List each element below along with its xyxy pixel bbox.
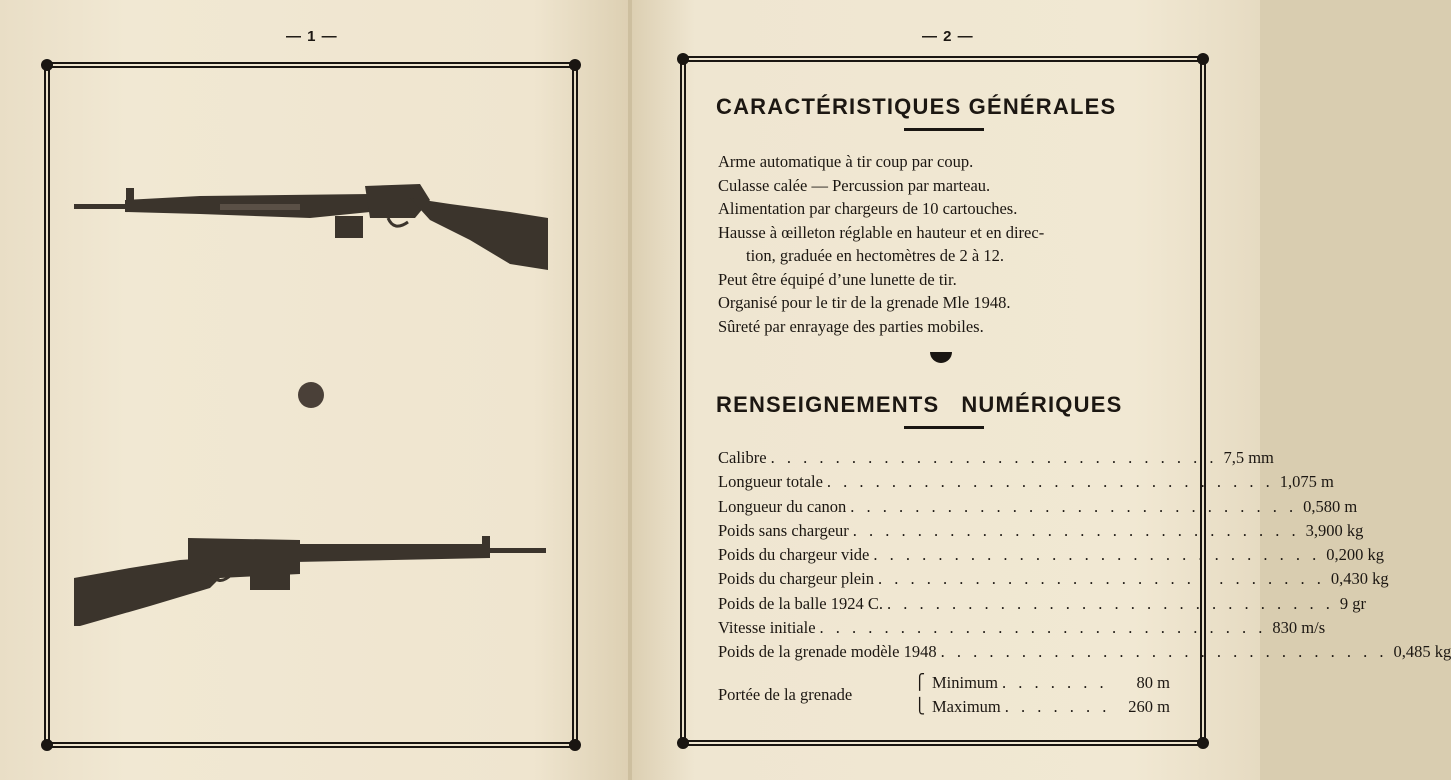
rifle-photo-right-side	[70, 534, 552, 630]
range-min-row	[932, 673, 1170, 693]
table-row	[718, 496, 1358, 521]
leader-dots: . . . . . . . . . . . . . . . . . . . . . . . . . . . .	[850, 496, 1298, 516]
spec-label: Calibre	[718, 448, 767, 467]
frame-corner	[677, 53, 689, 65]
page-number-right: — 2 —	[922, 28, 974, 45]
spec-label: Vitesse initiale	[718, 618, 816, 638]
frame-corner	[41, 59, 53, 71]
page-number-left: — 1 —	[286, 28, 338, 45]
frame-corner	[569, 739, 581, 751]
spec-label: Poids de la balle 1924 C.	[718, 593, 883, 613]
table-row	[718, 472, 1334, 496]
leader-dots: . . . . . . . . . . . . . . . . . . . . . . . . . . . .	[826, 472, 1274, 492]
range-max-row	[932, 697, 1170, 717]
leader-dots: . . . . . . .	[1004, 696, 1111, 716]
spec-value: 0,200 kg	[1326, 545, 1385, 565]
frame-corner	[41, 739, 53, 751]
table-row	[718, 448, 1274, 472]
table-row	[718, 520, 1364, 545]
spec-label: Poids du chargeur vide	[718, 545, 870, 565]
spec-value: 3,900 kg	[1305, 520, 1364, 540]
range-label: Portée de la grenade	[718, 684, 853, 704]
section-heading-numeric: RENSEIGNEMENTS NUMÉRIQUES	[716, 392, 1123, 417]
list-item: Hausse à œilleton réglable en hauteur et en direc-	[718, 222, 1045, 242]
range-min-value: 80 m	[1136, 672, 1170, 692]
range-max-value: 260 m	[1128, 696, 1170, 716]
leader-dots: . . . . . . . . . . . . . . . . . . . . . . . . . . . .	[770, 448, 1218, 467]
numeric-specs-table	[718, 448, 1451, 721]
spec-value: 0,430 kg	[1330, 569, 1389, 589]
spec-value: 0,485 kg	[1393, 642, 1451, 662]
leader-dots: . . . . . . .	[1002, 672, 1108, 692]
spec-value: 7,5 mm	[1223, 448, 1274, 467]
spec-label: Poids de la grenade modèle 1948	[718, 642, 937, 662]
list-item: tion, graduée en hectomètres de 2 à 12.	[746, 246, 1004, 265]
table-row	[718, 569, 1389, 593]
leader-dots: . . . . . . . . . . . . . . . . . . . . . . . . . . . .	[873, 545, 1321, 565]
left-page	[0, 0, 628, 780]
right-page	[632, 0, 1451, 780]
list-item: Sûreté par enrayage des parties mobiles.	[718, 316, 984, 336]
leader-dots: . . . . . . . . . . . . . . . . . . . . . . . . . . . .	[852, 520, 1300, 540]
list-item: Organisé pour le tir de la grenade Mle 1948.	[718, 293, 1011, 312]
leader-dots: . . . . . . . . . . . . . . . . . . . . . . . . . . . .	[940, 642, 1388, 662]
heading-underline	[904, 426, 984, 429]
frame-corner	[1197, 737, 1209, 749]
table-row	[718, 618, 1326, 642]
frame-corner	[569, 59, 581, 71]
brace-glyph: ⎧ ⎩	[914, 674, 926, 715]
spec-value: 1,075 m	[1279, 472, 1334, 492]
leader-dots: . . . . . . . . . . . . . . . . . . . . . . . . . . . .	[886, 593, 1334, 613]
spec-label: Longueur totale	[718, 472, 823, 492]
table-row	[718, 642, 1451, 666]
table-row	[718, 545, 1385, 569]
leader-dots: . . . . . . . . . . . . . . . . . . . . . . . . . . . .	[877, 569, 1325, 589]
ornament-dot	[298, 382, 324, 408]
table-row	[718, 593, 1366, 618]
list-item: Alimentation par chargeurs de 10 cartouches.	[718, 199, 1018, 218]
leader-dots: . . . . . . . . . . . . . . . . . . . . . . . . . . . .	[819, 618, 1267, 638]
heading-underline	[904, 128, 984, 131]
list-item: Peut être équipé d’une lunette de tir.	[718, 269, 957, 289]
spec-value: 9 gr	[1339, 593, 1366, 613]
spec-label: Poids du chargeur plein	[718, 569, 874, 589]
list-item: Culasse calée — Percussion par marteau.	[718, 175, 991, 195]
grenade-range-row	[718, 671, 1170, 721]
frame-corner	[677, 737, 689, 749]
list-item: Arme automatique à tir coup par coup.	[718, 152, 974, 171]
spec-label: Longueur du canon	[718, 496, 847, 516]
range-min-label: Minimum	[932, 672, 999, 692]
general-characteristics-list	[718, 150, 1178, 338]
frame-corner	[1197, 53, 1209, 65]
spec-value: 830 m/s	[1272, 618, 1326, 638]
spec-value: 0,580 m	[1303, 496, 1358, 516]
rifle-photo-left-side	[70, 178, 552, 274]
spec-label: Poids sans chargeur	[718, 520, 849, 540]
range-max-label: Maximum	[932, 696, 1001, 716]
section-heading-general: CARACTÉRISTIQUES GÉNÉRALES	[716, 94, 1117, 119]
